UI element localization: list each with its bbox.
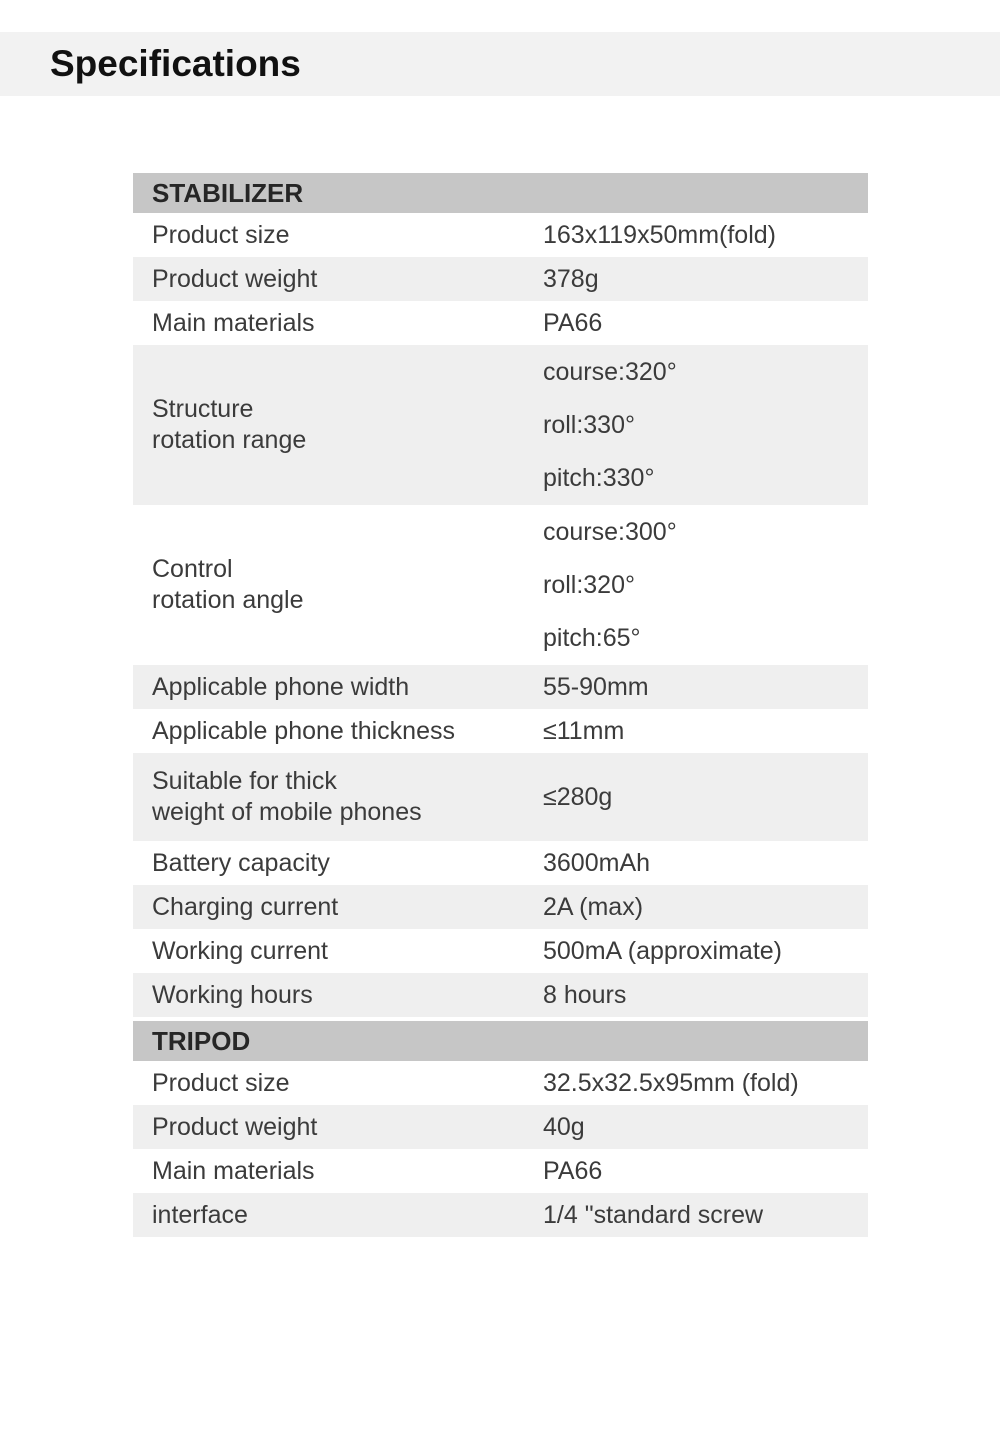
spec-value-line: course:300° — [543, 517, 677, 546]
spec-label-line: Main materials — [152, 308, 315, 337]
spec-value — [543, 264, 868, 295]
spec-value — [543, 346, 868, 505]
spec-row — [133, 885, 868, 929]
spec-value — [543, 1068, 868, 1099]
spec-value — [543, 716, 868, 747]
spec-label — [133, 1200, 543, 1231]
spec-value-line: 163x119x50mm(fold) — [543, 220, 776, 249]
spec-row — [133, 1061, 868, 1105]
spec-label — [133, 394, 543, 456]
spec-label — [133, 308, 543, 339]
spec-label-line: Applicable phone width — [152, 672, 410, 701]
spec-label — [133, 554, 543, 616]
spec-label — [133, 892, 543, 923]
spec-value-line: PA66 — [543, 1156, 603, 1185]
spec-value — [543, 782, 868, 813]
spec-label — [133, 1068, 543, 1099]
spec-value-line: ≤280g — [543, 782, 613, 811]
spec-label-line: Product weight — [152, 264, 318, 293]
spec-value-line: PA66 — [543, 308, 603, 337]
spec-value-line: pitch:330° — [543, 463, 655, 492]
spec-label — [133, 936, 543, 967]
spec-label — [133, 672, 543, 703]
spec-value-line: 55-90mm — [543, 672, 649, 701]
spec-value-line: 8 hours — [543, 980, 627, 1009]
spec-row — [133, 213, 868, 257]
spec-label-line: interface — [152, 1200, 248, 1229]
spec-label-line: Product size — [152, 1068, 290, 1097]
spec-label — [133, 1112, 543, 1143]
spec-value — [543, 506, 868, 665]
spec-row — [133, 665, 868, 709]
spec-value — [543, 848, 868, 879]
spec-label — [133, 848, 543, 879]
spec-value — [543, 1200, 868, 1231]
spec-label-line: Suitable for thick — [152, 767, 337, 795]
page-title: Specifications — [50, 43, 301, 84]
spec-label-line: Applicable phone thickness — [152, 716, 455, 745]
spec-row — [133, 753, 868, 841]
spec-row — [133, 1105, 868, 1149]
spec-label-line: Battery capacity — [152, 848, 330, 877]
spec-value-line: 500mA (approximate) — [543, 936, 783, 965]
spec-row — [133, 709, 868, 753]
spec-value-line: 40g — [543, 1112, 585, 1141]
spec-row — [133, 505, 868, 665]
spec-value-line: pitch:65° — [543, 623, 641, 652]
page-banner — [0, 32, 1000, 96]
spec-label — [133, 1156, 543, 1187]
spec-value — [543, 892, 868, 923]
spec-value-line: ≤11mm — [543, 716, 625, 745]
spec-value-line: course:320° — [543, 357, 677, 386]
spec-value — [543, 1112, 868, 1143]
spec-label — [133, 264, 543, 295]
spec-value — [543, 672, 868, 703]
section-header-tripod: TRIPOD — [133, 1021, 868, 1061]
spec-label-line: Main materials — [152, 1156, 315, 1185]
spec-label-line: Charging current — [152, 892, 339, 921]
section-header-stabilizer: STABILIZER — [133, 173, 868, 213]
spec-label-line: weight of mobile phones — [152, 798, 422, 826]
spec-label — [133, 716, 543, 747]
spec-row — [133, 1193, 868, 1237]
spec-value-line: 378g — [543, 264, 599, 293]
spec-value — [543, 308, 868, 339]
spec-label — [133, 766, 543, 828]
spec-row — [133, 973, 868, 1017]
spec-row — [133, 301, 868, 345]
spec-row — [133, 1149, 868, 1193]
spec-label-line: Product size — [152, 220, 290, 249]
spec-label-line: Working current — [152, 936, 328, 965]
spec-value — [543, 220, 868, 251]
spec-label-line: rotation range — [152, 426, 307, 454]
spec-row — [133, 345, 868, 505]
spec-label — [133, 980, 543, 1011]
spec-value-line: 32.5x32.5x95mm (fold) — [543, 1068, 799, 1097]
spec-table — [133, 173, 868, 1237]
spec-row — [133, 929, 868, 973]
spec-label-line: rotation angle — [152, 586, 304, 614]
spec-value — [543, 1156, 868, 1187]
spec-value — [543, 980, 868, 1011]
spec-value-line: roll:320° — [543, 570, 635, 599]
spec-label — [133, 220, 543, 251]
spec-value-line: 2A (max) — [543, 892, 644, 921]
spec-value — [543, 936, 868, 967]
spec-label-line: Control — [152, 555, 233, 583]
spec-value-line: 3600mAh — [543, 848, 651, 877]
spec-row — [133, 257, 868, 301]
spec-value-line: 1/4 "standard screw — [543, 1200, 764, 1229]
spec-label-line: Product weight — [152, 1112, 318, 1141]
spec-label-line: Structure — [152, 395, 254, 423]
spec-value-line: roll:330° — [543, 410, 635, 439]
spec-label-line: Working hours — [152, 980, 313, 1009]
spec-row — [133, 841, 868, 885]
